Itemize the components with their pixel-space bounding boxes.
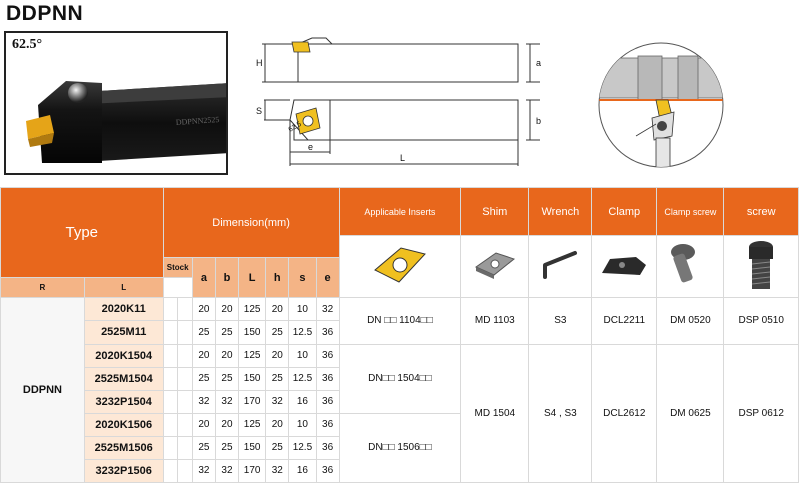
group2-shim: MD 1504 — [461, 344, 529, 483]
stock-L — [178, 321, 193, 344]
header-type: Type — [1, 188, 164, 278]
engraving-text: DDPNN2525 — [175, 114, 220, 127]
cell-s: 16 — [289, 459, 316, 482]
dim-a: a — [536, 58, 542, 68]
stock-L — [178, 413, 193, 436]
clamp-screw-image-cell — [657, 236, 724, 298]
cell-L: 150 — [238, 436, 265, 459]
cell-s: 10 — [289, 298, 316, 321]
row-code: 2020K1504 — [84, 344, 163, 367]
screw-icon — [736, 237, 786, 293]
cell-e: 36 — [316, 390, 339, 413]
cell-b: 20 — [215, 413, 238, 436]
group2-insert-1504: DN□□ 1504□□ — [339, 344, 461, 413]
group2-clamp: DCL2612 — [592, 344, 657, 483]
tool-holder-photo — [6, 33, 228, 175]
subheader-h: h — [266, 258, 289, 298]
group2-clamp-screw: DM 0625 — [657, 344, 724, 483]
cell-L: 125 — [238, 344, 265, 367]
stock-L — [178, 298, 193, 321]
group1-insert: DN □□ 1104□□ — [339, 298, 461, 344]
stock-R — [163, 413, 178, 436]
dim-b: b — [536, 116, 542, 126]
group1-clamp-screw: DM 0520 — [657, 298, 724, 344]
header-dimension: Dimension(mm) — [163, 188, 339, 258]
clamp-icon — [596, 245, 652, 285]
cell-L: 150 — [238, 321, 265, 344]
header-screw: screw — [724, 188, 799, 236]
dim-S: S — [256, 106, 263, 116]
stock-R — [163, 459, 178, 482]
wrench-icon — [537, 245, 583, 285]
row-code: 2020K11 — [84, 298, 163, 321]
stock-L — [178, 367, 193, 390]
header-clamp-screw: Clamp screw — [657, 188, 724, 236]
stock-R — [163, 436, 178, 459]
application-diagram — [596, 40, 726, 170]
group2-insert-1506: DN□□ 1506□□ — [339, 413, 461, 482]
header-shim: Shim — [461, 188, 529, 236]
cell-s: 10 — [289, 344, 316, 367]
cell-b: 32 — [215, 459, 238, 482]
dim-angle: 62.5 — [287, 120, 303, 134]
stock-L — [178, 436, 193, 459]
stock-L — [178, 459, 193, 482]
cell-e: 36 — [316, 436, 339, 459]
product-photo — [4, 31, 228, 175]
subheader-b: b — [215, 258, 238, 298]
cell-h: 20 — [266, 413, 289, 436]
cell-b: 20 — [215, 344, 238, 367]
group2-screw: DSP 0612 — [724, 344, 799, 483]
shim-icon — [470, 245, 520, 285]
group1-shim: MD 1103 — [461, 298, 529, 344]
cell-b: 25 — [215, 436, 238, 459]
cell-a: 20 — [192, 344, 215, 367]
cell-a: 32 — [192, 459, 215, 482]
cell-L: 125 — [238, 413, 265, 436]
dim-H: H — [256, 58, 263, 68]
shim-image-cell — [461, 236, 529, 298]
cell-a: 25 — [192, 436, 215, 459]
subheader-R: R — [1, 278, 85, 298]
insert-side-view — [292, 42, 310, 52]
cell-h: 25 — [266, 436, 289, 459]
cell-h: 25 — [266, 367, 289, 390]
subheader-e: e — [316, 258, 339, 298]
row-code: 2020K1506 — [84, 413, 163, 436]
clamp-image-cell — [592, 236, 657, 298]
cell-e: 32 — [316, 298, 339, 321]
stock-L — [178, 344, 193, 367]
cell-b: 32 — [215, 390, 238, 413]
cell-h: 25 — [266, 321, 289, 344]
cell-e: 36 — [316, 367, 339, 390]
cell-b: 20 — [215, 298, 238, 321]
header-wrench: Wrench — [529, 188, 592, 236]
cell-s: 12.5 — [289, 321, 316, 344]
cell-s: 12.5 — [289, 436, 316, 459]
subheader-L: L — [238, 258, 265, 298]
header-inserts: Applicable Inserts — [339, 188, 461, 236]
row-code: 3232P1504 — [84, 390, 163, 413]
cell-L: 125 — [238, 298, 265, 321]
cell-L: 170 — [238, 390, 265, 413]
page-title: DDPNN — [6, 2, 84, 25]
stock-L — [178, 390, 193, 413]
cell-e: 36 — [316, 321, 339, 344]
cell-a: 20 — [192, 298, 215, 321]
dimension-drawing — [250, 28, 550, 168]
cell-s: 10 — [289, 413, 316, 436]
subheader-s: s — [289, 258, 316, 298]
row-code: 3232P1506 — [84, 459, 163, 482]
subheader-stock: Stock — [163, 258, 192, 278]
stock-R — [163, 321, 178, 344]
row-code: 2525M1504 — [84, 367, 163, 390]
row-code: 2525M11 — [84, 321, 163, 344]
cell-L: 150 — [238, 367, 265, 390]
group2-wrench: S4 , S3 — [529, 344, 592, 483]
dim-e: e — [308, 142, 314, 152]
stock-R — [163, 344, 178, 367]
cell-h: 20 — [266, 344, 289, 367]
row-code: 2525M1506 — [84, 436, 163, 459]
cell-s: 16 — [289, 390, 316, 413]
cell-e: 36 — [316, 413, 339, 436]
cell-a: 25 — [192, 321, 215, 344]
cell-h: 32 — [266, 390, 289, 413]
subheader-L-stock: L — [84, 278, 163, 298]
wrench-image-cell — [529, 236, 592, 298]
subheader-a: a — [192, 258, 215, 298]
spec-table — [0, 187, 799, 483]
screw-image-cell — [724, 236, 799, 298]
group1-clamp: DCL2211 — [592, 298, 657, 344]
dim-L: L — [400, 153, 406, 163]
cell-L: 170 — [238, 459, 265, 482]
stock-R — [163, 298, 178, 321]
cell-s: 12.5 — [289, 367, 316, 390]
header-clamp: Clamp — [592, 188, 657, 236]
stock-R — [163, 367, 178, 390]
insert-icon — [365, 240, 435, 290]
stock-R — [163, 390, 178, 413]
cell-e: 36 — [316, 344, 339, 367]
insert-image-cell — [339, 236, 461, 298]
cell-a: 32 — [192, 390, 215, 413]
cell-b: 25 — [215, 321, 238, 344]
angle-label: 62.5° — [12, 37, 43, 52]
cell-a: 25 — [192, 367, 215, 390]
cell-e: 36 — [316, 459, 339, 482]
cell-h: 20 — [266, 298, 289, 321]
cell-b: 25 — [215, 367, 238, 390]
group1-wrench: S3 — [529, 298, 592, 344]
type-name: DDPNN — [1, 298, 85, 483]
clamp-screw-icon — [665, 240, 715, 290]
cell-h: 32 — [266, 459, 289, 482]
cell-a: 20 — [192, 413, 215, 436]
group1-screw: DSP 0510 — [724, 298, 799, 344]
